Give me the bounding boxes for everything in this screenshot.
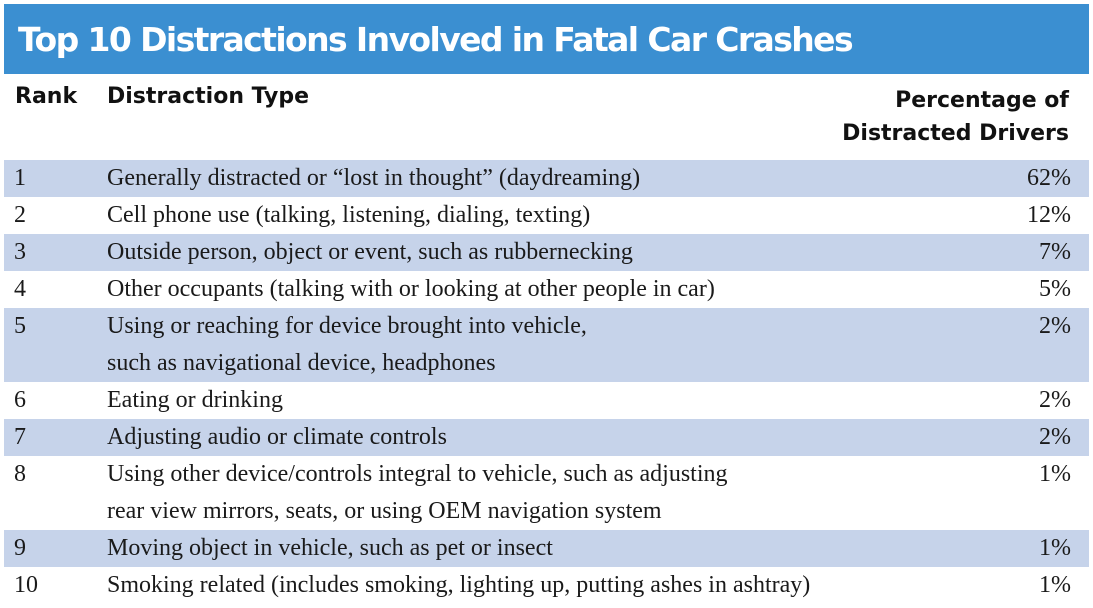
row-distraction-type <box>107 160 907 197</box>
row-rank: 7 <box>14 424 26 450</box>
row-distraction-type <box>107 419 907 456</box>
row-distraction-text-line: Using or reaching for device brought into vehicle, <box>107 313 587 339</box>
row-percentage: 2% <box>1039 387 1071 413</box>
row-rank: 10 <box>14 572 38 598</box>
row-distraction-text-line: Other occupants (talking with or looking at other people in car) <box>107 276 715 302</box>
row-distraction-type <box>107 234 907 271</box>
table-row <box>4 382 1089 419</box>
row-rank: 9 <box>14 535 26 561</box>
row-rank: 2 <box>14 202 26 228</box>
table-body <box>4 160 1089 604</box>
row-distraction-text-line: Outside person, object or event, such as rubbernecking <box>107 239 633 265</box>
row-percentage: 12% <box>1027 202 1071 228</box>
row-percentage: 62% <box>1027 165 1071 191</box>
row-distraction-text-line: Cell phone use (talking, listening, dialing, texting) <box>107 202 591 228</box>
row-distraction-type <box>107 382 907 419</box>
row-distraction-type <box>107 308 907 382</box>
table-row <box>4 160 1089 197</box>
header-rank: Rank <box>15 84 78 109</box>
header-percentage-line1: Percentage of <box>895 88 1069 113</box>
row-distraction-type <box>107 456 907 530</box>
row-distraction-text-line: Moving object in vehicle, such as pet or insect <box>107 535 553 561</box>
row-rank: 5 <box>14 313 26 339</box>
table-row <box>4 197 1089 234</box>
table-row <box>4 234 1089 271</box>
header-percentage <box>842 84 1069 150</box>
table-row <box>4 308 1089 382</box>
table-row <box>4 567 1089 604</box>
row-distraction-type <box>107 530 907 567</box>
row-distraction-text-line: rear view mirrors, seats, or using OEM navigation system <box>107 498 662 524</box>
table-row <box>4 456 1089 530</box>
row-percentage: 1% <box>1039 572 1071 598</box>
table-title: Top 10 Distractions Involved in Fatal Car Crashes <box>4 4 1089 74</box>
row-distraction-text-line: such as navigational device, headphones <box>107 350 496 376</box>
row-rank: 3 <box>14 239 26 265</box>
row-percentage: 1% <box>1039 535 1071 561</box>
table-row <box>4 530 1089 567</box>
row-rank: 1 <box>14 165 26 191</box>
row-percentage: 1% <box>1039 461 1071 487</box>
row-distraction-type <box>107 197 907 234</box>
row-percentage: 7% <box>1039 239 1071 265</box>
header-distraction-type: Distraction Type <box>107 84 310 109</box>
row-distraction-text-line: Using other device/controls integral to vehicle, such as adjusting <box>107 461 728 487</box>
table-row <box>4 419 1089 456</box>
row-distraction-text-line: Adjusting audio or climate controls <box>107 424 447 450</box>
row-percentage: 5% <box>1039 276 1071 302</box>
row-rank: 6 <box>14 387 26 413</box>
row-rank: 4 <box>14 276 26 302</box>
row-distraction-text-line: Smoking related (includes smoking, lighting up, putting ashes in ashtray) <box>107 572 811 598</box>
row-distraction-type <box>107 567 907 604</box>
row-percentage: 2% <box>1039 424 1071 450</box>
header-percentage-line2: Distracted Drivers <box>842 121 1069 146</box>
row-percentage: 2% <box>1039 313 1071 339</box>
row-distraction-type <box>107 271 907 308</box>
row-rank: 8 <box>14 461 26 487</box>
table-row <box>4 271 1089 308</box>
table-header <box>0 82 1093 156</box>
row-distraction-text-line: Eating or drinking <box>107 387 283 413</box>
row-distraction-text-line: Generally distracted or “lost in thought” (daydreaming) <box>107 165 641 191</box>
